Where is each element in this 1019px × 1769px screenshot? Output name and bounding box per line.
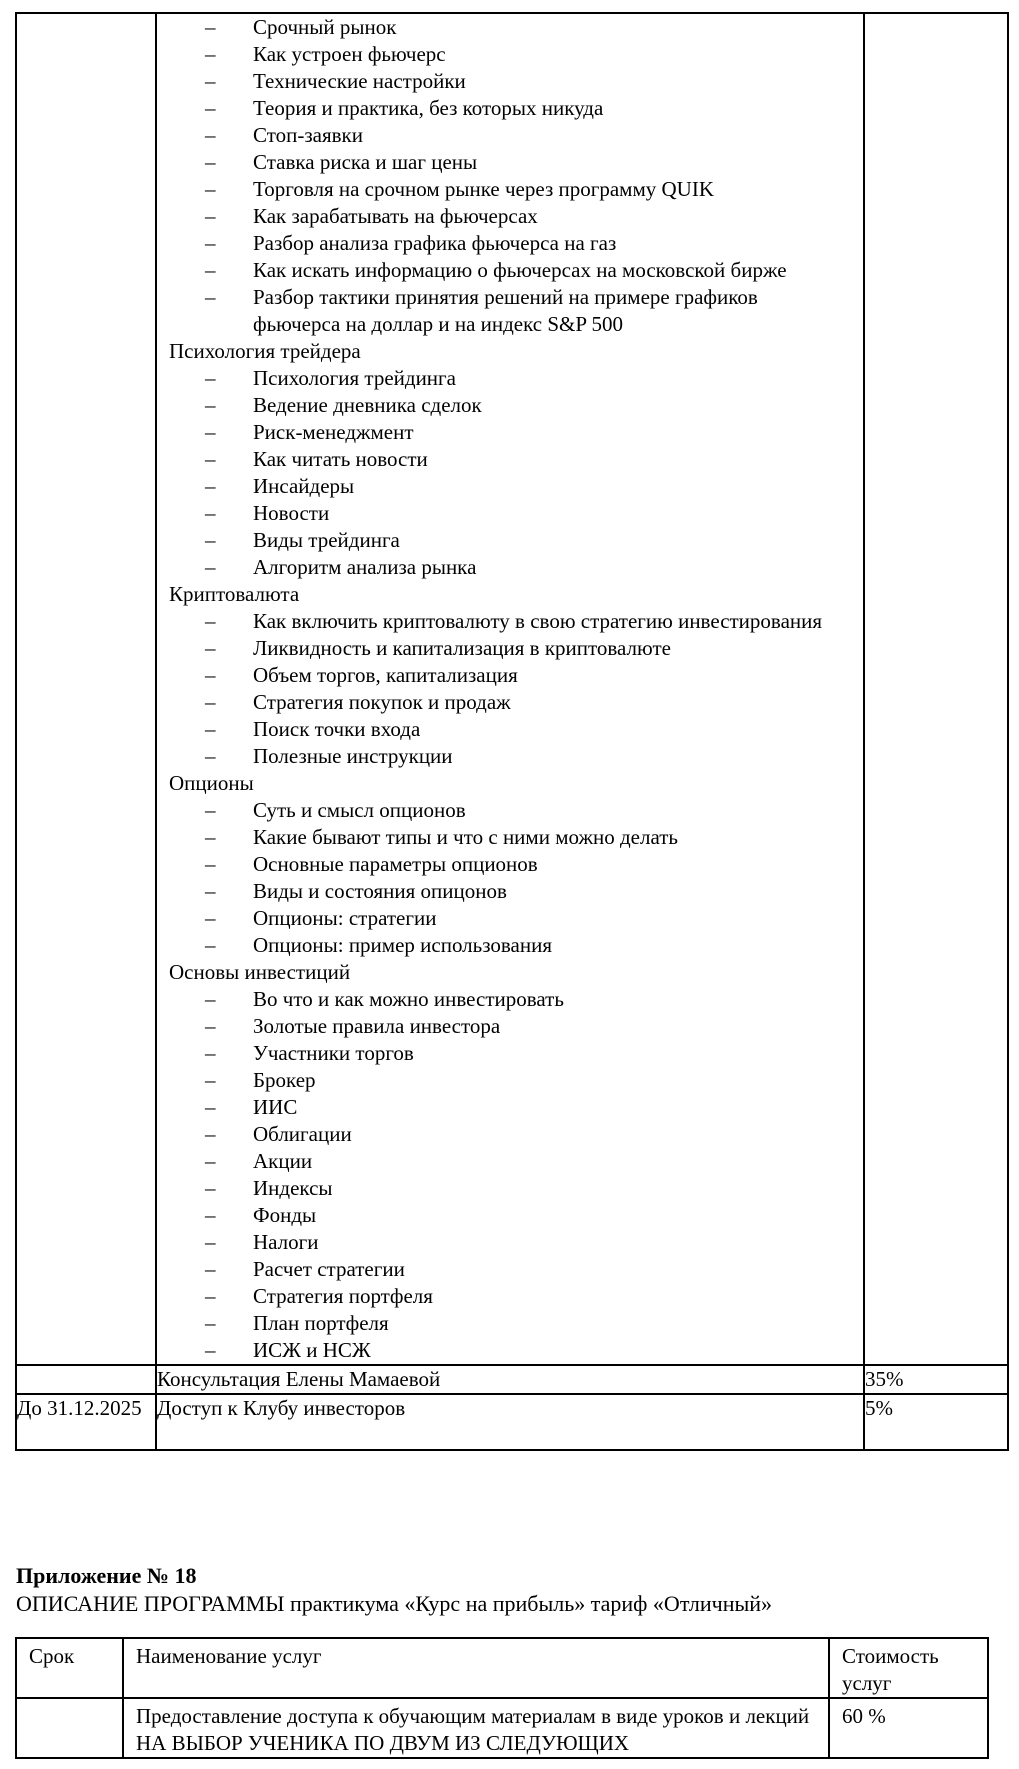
list-item	[157, 257, 863, 284]
list-item-text: План портфеля	[253, 1311, 389, 1335]
list-item-text: Как включить криптовалюту в свою стратегию инвестирования	[253, 609, 823, 633]
dash-bullet-icon: –	[205, 1149, 216, 1173]
dash-bullet-icon: –	[205, 1257, 216, 1281]
term-cell	[16, 1365, 156, 1394]
program-table	[15, 12, 1009, 1451]
list-item	[157, 14, 863, 41]
list-item-text: Ставка риска и шаг цены	[253, 150, 478, 174]
dash-bullet-icon: –	[205, 987, 216, 1011]
list-item	[157, 41, 863, 68]
list-item	[157, 1013, 863, 1040]
list-item-text: Как читать новости	[253, 447, 428, 471]
list-item	[157, 392, 863, 419]
dash-bullet-icon: –	[205, 852, 216, 876]
list-item-text: Опционы: пример использования	[253, 933, 552, 957]
club-name: Доступ к Клубу инвесторов	[156, 1394, 864, 1450]
dash-bullet-icon: –	[205, 1014, 216, 1038]
list-item	[157, 554, 863, 581]
consultation-name: Консультация Елены Мамаевой	[156, 1365, 864, 1394]
futures-list	[157, 14, 863, 338]
list-item	[157, 716, 863, 743]
dash-bullet-icon: –	[205, 663, 216, 687]
table-header-row	[16, 1638, 988, 1698]
dash-bullet-icon: –	[205, 906, 216, 930]
table-row	[16, 1365, 1008, 1394]
appendix-title: Приложение № 18	[16, 1563, 197, 1588]
dash-bullet-icon: –	[205, 1041, 216, 1065]
list-item-text: Как искать информацию о фьючерсах на московской бирже	[253, 258, 787, 282]
list-item-text: Технические настройки	[253, 69, 466, 93]
list-item-text: Золотые правила инвестора	[253, 1014, 501, 1038]
table-row	[16, 1394, 1008, 1450]
list-item	[157, 1121, 863, 1148]
investing-list	[157, 986, 863, 1364]
list-item	[157, 1148, 863, 1175]
dash-bullet-icon: –	[205, 1338, 216, 1362]
list-item	[157, 122, 863, 149]
list-item	[157, 176, 863, 203]
list-item	[157, 608, 863, 635]
list-item	[157, 797, 863, 824]
dash-bullet-icon: –	[205, 447, 216, 471]
list-item	[157, 986, 863, 1013]
list-item	[157, 68, 863, 95]
list-item-text: Индексы	[253, 1176, 333, 1200]
list-item	[157, 689, 863, 716]
list-item-text: Новости	[253, 501, 330, 525]
list-item-text: Какие бывают типы и что с ними можно делать	[253, 825, 678, 849]
dash-bullet-icon: –	[205, 15, 216, 39]
list-item-text: Расчет стратегии	[253, 1257, 405, 1281]
list-item-text: Виды трейдинга	[253, 528, 400, 552]
list-item	[157, 1256, 863, 1283]
section-title-crypto: Криптовалюта	[169, 582, 300, 606]
list-item-text: Разбор анализа графика фьючерса на газ	[253, 231, 617, 255]
list-item-text: Разбор тактики принятия решений на примере графиков фьючерса на доллар и на индекс S&P 500	[253, 285, 758, 336]
list-item	[157, 635, 863, 662]
list-item	[157, 743, 863, 770]
list-item-text: Ведение дневника сделок	[253, 393, 482, 417]
dash-bullet-icon: –	[205, 1203, 216, 1227]
list-item-text: Срочный рынок	[253, 15, 397, 39]
crypto-list	[157, 608, 863, 770]
list-item	[157, 95, 863, 122]
list-item-text: Ликвидность и капитализация в криптовалюте	[253, 636, 671, 660]
dash-bullet-icon: –	[205, 420, 216, 444]
table-row	[16, 1698, 988, 1758]
list-item	[157, 284, 863, 338]
header-services: Наименование услуг	[123, 1638, 829, 1698]
dash-bullet-icon: –	[205, 528, 216, 552]
dash-bullet-icon: –	[205, 690, 216, 714]
list-item	[157, 365, 863, 392]
list-item-text: Психология трейдинга	[253, 366, 456, 390]
dash-bullet-icon: –	[205, 744, 216, 768]
term-cell	[16, 13, 156, 1365]
list-item	[157, 1175, 863, 1202]
dash-bullet-icon: –	[205, 69, 216, 93]
dash-bullet-icon: –	[205, 636, 216, 660]
list-item-text: Суть и смысл опционов	[253, 798, 466, 822]
list-item-text: Налоги	[253, 1230, 319, 1254]
list-item	[157, 203, 863, 230]
list-item-text: Опционы: стратегии	[253, 906, 437, 930]
list-item	[157, 851, 863, 878]
section-title-investing: Основы инвестиций	[169, 960, 351, 984]
list-item-text: Участники торгов	[253, 1041, 414, 1065]
list-item	[157, 446, 863, 473]
dash-bullet-icon: –	[205, 177, 216, 201]
dash-bullet-icon: –	[205, 42, 216, 66]
list-item-text: Теория и практика, без которых никуда	[253, 96, 604, 120]
list-item	[157, 932, 863, 959]
list-item	[157, 500, 863, 527]
table-row	[16, 13, 1008, 1365]
dash-bullet-icon: –	[205, 366, 216, 390]
list-item	[157, 527, 863, 554]
list-item-text: Во что и как можно инвестировать	[253, 987, 564, 1011]
list-item	[157, 905, 863, 932]
list-item-text: Инсайдеры	[253, 474, 355, 498]
appendix-subtitle: ОПИСАНИЕ ПРОГРАММЫ практикума «Курс на прибыль» тариф «Отличный»	[16, 1591, 773, 1616]
section-title-psychology: Психология трейдера	[169, 339, 361, 363]
dash-bullet-icon: –	[205, 501, 216, 525]
list-item-text: ИИС	[253, 1095, 298, 1119]
list-item-text: Стратегия портфеля	[253, 1284, 433, 1308]
dash-bullet-icon: –	[205, 933, 216, 957]
list-item-text: Поиск точки входа	[253, 717, 421, 741]
dash-bullet-icon: –	[205, 879, 216, 903]
dash-bullet-icon: –	[205, 1122, 216, 1146]
dash-bullet-icon: –	[205, 204, 216, 228]
topics-cell	[156, 13, 864, 1365]
list-item-text: Алгоритм анализа рынка	[253, 555, 477, 579]
dash-bullet-icon: –	[205, 231, 216, 255]
list-item	[157, 1310, 863, 1337]
list-item-text: Облигации	[253, 1122, 352, 1146]
list-item-text: Полезные инструкции	[253, 744, 453, 768]
list-item	[157, 878, 863, 905]
dash-bullet-icon: –	[205, 825, 216, 849]
dash-bullet-icon: –	[205, 1311, 216, 1335]
list-item-text: ИСЖ и НСЖ	[253, 1338, 371, 1362]
list-item	[157, 1067, 863, 1094]
dash-bullet-icon: –	[205, 555, 216, 579]
list-item	[157, 1040, 863, 1067]
dash-bullet-icon: –	[205, 1230, 216, 1254]
dash-bullet-icon: –	[205, 609, 216, 633]
consultation-price: 35%	[864, 1365, 1008, 1394]
dash-bullet-icon: –	[205, 474, 216, 498]
options-list	[157, 797, 863, 959]
list-item	[157, 1229, 863, 1256]
list-item	[157, 149, 863, 176]
header-price: Стоимость услуг	[829, 1638, 988, 1698]
section-title-options: Опционы	[169, 771, 254, 795]
header-term: Срок	[16, 1638, 123, 1698]
list-item-text: Стратегия покупок и продаж	[253, 690, 511, 714]
list-item-text: Акции	[253, 1149, 313, 1173]
list-item-text: Объем торгов, капитализация	[253, 663, 518, 687]
dash-bullet-icon: –	[205, 150, 216, 174]
services-table	[15, 1637, 989, 1759]
dash-bullet-icon: –	[205, 1068, 216, 1092]
dash-bullet-icon: –	[205, 717, 216, 741]
club-price: 5%	[864, 1394, 1008, 1450]
list-item-text: Как зарабатывать на фьючерсах	[253, 204, 538, 228]
list-item-text: Как устроен фьючерс	[253, 42, 446, 66]
list-item-text: Основные параметры опционов	[253, 852, 538, 876]
club-term: До 31.12.2025	[16, 1394, 156, 1450]
dash-bullet-icon: –	[205, 96, 216, 120]
list-item-text: Торговля на срочном рынке через программу QUIK	[253, 177, 714, 201]
dash-bullet-icon: –	[205, 285, 216, 309]
list-item-text: Риск-менеджмент	[253, 420, 414, 444]
list-item	[157, 1094, 863, 1121]
row-term	[16, 1698, 123, 1758]
list-item	[157, 662, 863, 689]
list-item	[157, 1283, 863, 1310]
dash-bullet-icon: –	[205, 258, 216, 282]
list-item-text: Виды и состояния опицонов	[253, 879, 507, 903]
price-cell	[864, 13, 1008, 1365]
list-item	[157, 473, 863, 500]
row-service: Предоставление доступа к обучающим материалам в виде уроков и лекций НА ВЫБОР УЧЕНИКА ПО ДВУМ ИЗ СЛЕДУЮЩИХ	[123, 1698, 829, 1758]
list-item	[157, 230, 863, 257]
dash-bullet-icon: –	[205, 1284, 216, 1308]
list-item	[157, 1337, 863, 1364]
list-item-text: Брокер	[253, 1068, 316, 1092]
list-item	[157, 1202, 863, 1229]
dash-bullet-icon: –	[205, 1095, 216, 1119]
dash-bullet-icon: –	[205, 393, 216, 417]
list-item	[157, 419, 863, 446]
row-price: 60 %	[829, 1698, 988, 1758]
psychology-list	[157, 365, 863, 581]
list-item-text: Стоп-заявки	[253, 123, 363, 147]
dash-bullet-icon: –	[205, 123, 216, 147]
list-item	[157, 824, 863, 851]
dash-bullet-icon: –	[205, 798, 216, 822]
list-item-text: Фонды	[253, 1203, 317, 1227]
dash-bullet-icon: –	[205, 1176, 216, 1200]
